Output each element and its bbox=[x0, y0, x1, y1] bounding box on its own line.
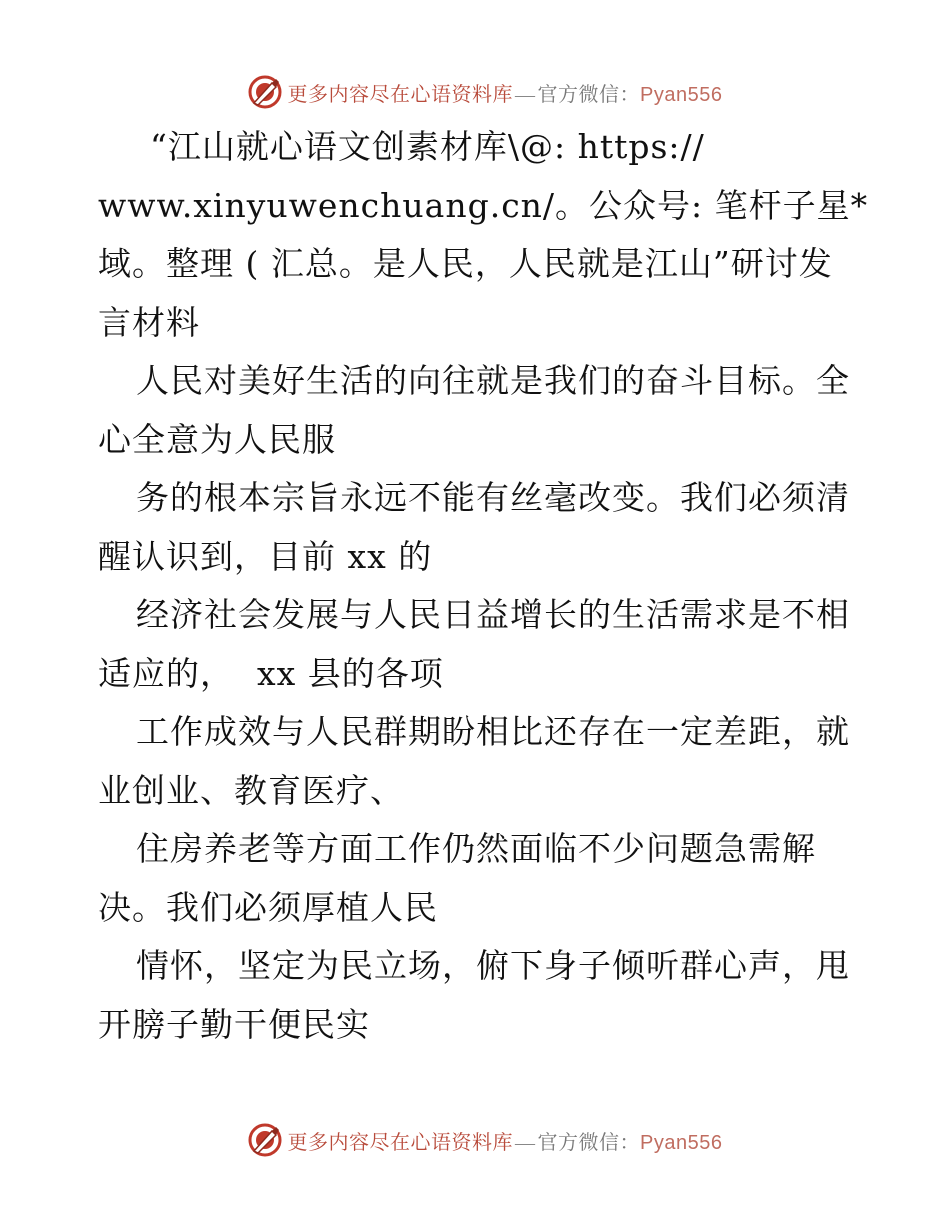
text-line: 开膀子勤干便民实 bbox=[98, 1004, 370, 1044]
pen-logo-icon bbox=[248, 1123, 282, 1157]
banner-main-text: 更多内容尽在心语资料库 bbox=[287, 1131, 514, 1154]
pen-logo-icon bbox=[248, 75, 282, 109]
banner-wechat-label: 官方微信： bbox=[537, 1131, 641, 1154]
text-line: 言材料 bbox=[98, 302, 200, 342]
text-line: 经济社会发展与人民日益增长的生活需求是不相 bbox=[136, 595, 850, 634]
text-line: 心全意为人民服 bbox=[98, 419, 336, 459]
banner-wechat-label: 官方微信： bbox=[537, 83, 641, 106]
text-line: “江山就心语文创素材库\@: https:// bbox=[150, 127, 705, 166]
text-line: 适应的， xx 县的各项 bbox=[98, 653, 444, 693]
text-line: 决。我们必须厚植人民 bbox=[98, 887, 438, 927]
banner-dash: — bbox=[515, 1131, 536, 1154]
header-banner bbox=[0, 72, 950, 112]
text-line: 工作成效与人民群期盼相比还存在一定差距，就 bbox=[136, 712, 850, 751]
footer-banner bbox=[0, 1120, 950, 1160]
banner-text bbox=[288, 78, 723, 107]
text-line: 务的根本宗旨永远不能有丝毫改变。我们必须清 bbox=[136, 478, 850, 517]
banner-wechat-handle: Pyan556 bbox=[640, 1131, 723, 1154]
banner-main-text: 更多内容尽在心语资料库 bbox=[287, 83, 514, 106]
banner-wechat-handle: Pyan556 bbox=[640, 83, 723, 106]
text-line: 醒认识到，目前 xx 的 bbox=[98, 536, 433, 576]
text-line: www.xinyuwenchuang.cn/。公众号: 笔杆子星* bbox=[98, 185, 869, 225]
banner-dash: — bbox=[515, 83, 536, 106]
text-line: 住房养老等方面工作仍然面临不少问题急需解 bbox=[136, 829, 816, 868]
banner-text bbox=[288, 1126, 723, 1155]
text-line: 域。整理 ( 汇总。是人民，人民就是江山”研讨发 bbox=[98, 244, 833, 283]
text-line: 业创业、教育医疗、 bbox=[98, 770, 404, 810]
text-line: 情怀，坚定为民立场，俯下身子倾听群心声，甩 bbox=[136, 946, 850, 985]
document-body bbox=[98, 118, 868, 1054]
text-line: 人民对美好生活的向往就是我们的奋斗目标。全 bbox=[136, 361, 850, 400]
